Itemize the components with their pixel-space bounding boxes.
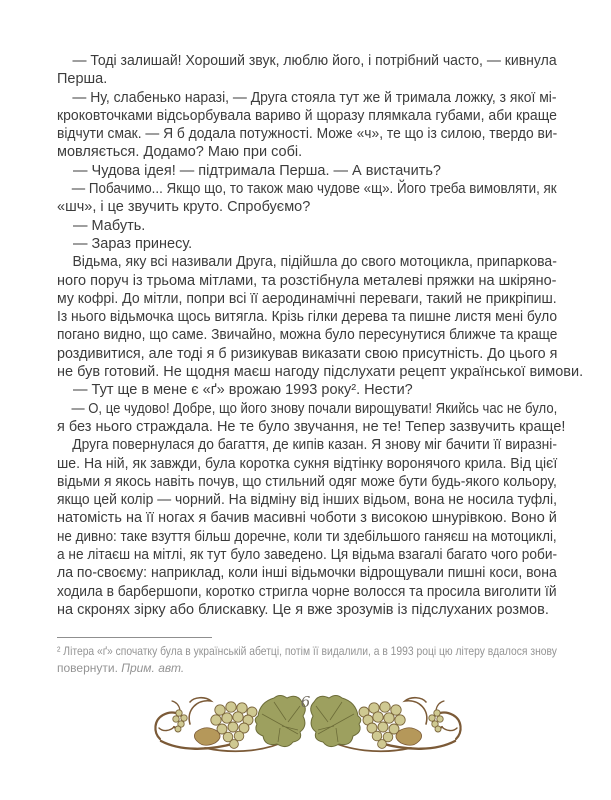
text-line: Друга повернулася до багаття, де кипів казан. Я знову міг бачити її виразні- (72, 437, 557, 454)
text-line: Відьма, яку всі називали Друга, підійшла до свого мотоцикла, припаркова- (72, 254, 557, 271)
text-line: — Мабуть. (73, 217, 146, 234)
text-line: відчути смак. — Я б додала потужності. Може «ч», те що із силою, твердо ви- (57, 126, 558, 143)
text-line: «шч», і це звучить круто. Спробуємо? (57, 199, 311, 216)
page-number: 6 (300, 693, 311, 711)
text-line: а не літаєш на мітлі, як тут було заведено. Ця відьма взагалі багато чого роби- (57, 547, 558, 564)
text-line: на скронях зірку або блискавку. Це я вже зрозумів із підслуханих розмов. (57, 601, 549, 618)
text-line: відьми я якось навіть почув, що стильний одяг може бути будь-якого кольору, (57, 473, 557, 490)
text-line: мовляється. Додамо? Маю при собі. (57, 144, 303, 161)
text-line: я без нього страждала. Не те було звучання, не те! Тепер зазвучить краще! (57, 418, 566, 435)
text-line: — Ну, слабенько наразі, — Друга стояла тут же й тримала ложку, з якої мі- (72, 89, 557, 106)
footnote (57, 637, 557, 676)
footnote-line (57, 660, 557, 677)
text-line: не був готовий. Не щодня маєш нагоду підслухати рецепт української вимови. (57, 364, 584, 381)
text-line: ше. На ній, як завжди, була коротка сукня відтінку воронячого крила. Від цієї (57, 455, 558, 472)
footnote-text: повернути. (57, 660, 122, 675)
text-line: погано видно, що саме. Звичайно, можна було пересунутися ближче та краще (57, 327, 558, 344)
footnote-line: ² Літера «ґ» спочатку була в українській абетці, потім її видалили, а в 1993 році цю літеру вдалося знову (57, 644, 557, 658)
text-line: — О, це чудово! Добре, що його знову почали вирощувати! Якийсь час не було, (71, 400, 558, 417)
footnote-author-note: Прим. авт. (121, 660, 185, 675)
text-line: — Тут ще в мене є «ґ» врожаю 1993 року². Нести? (73, 382, 413, 399)
body-text (57, 52, 584, 619)
text-line: — Побачимо... Якщо що, то також маю чудове «щ». Його треба вимовляти, як (71, 181, 557, 198)
text-line: ного поруч із трьома мітлами, та розстібнула металеві пряжки на шкіряно- (57, 272, 557, 289)
text-line: роздивитися, але тоді я б ризикував виказати свою присутність. До цього я (57, 345, 558, 362)
text-line: Із нього відьмочка щось витягла. Крізь гілки дерева та пишне листя мені було (57, 309, 558, 326)
footnote-divider (57, 637, 212, 638)
text-line: — Тоді залишай! Хороший звук, люблю його, і потрібний часто, — кивнула (72, 53, 557, 69)
text-line: ходила в барбершопи, коротко стригла чорне волосся та просила виголити їй (57, 583, 557, 600)
text-line: ла по-своєму: наприклад, коли інші відьмочки відрощували пишні коси, вона (57, 565, 557, 582)
text-line: — Зараз принесу. (73, 235, 193, 252)
text-line: — Чудова ідея! — підтримала Перша. — А вистачить? (73, 162, 441, 179)
text-line: кроковточками відсьорбувала вариво й щоразу плямкала губами, аби краще (57, 107, 557, 124)
text-line: му кофрі. До мітли, попри всі її аеродинамічні переваги, такий не прикріпиш. (57, 290, 557, 307)
text-line: якщо цей колір — чорний. На відміну від інших відьом, вона не носила туфлі, (57, 492, 558, 509)
text-line: натомість на її ногах я бачив масивні чоботи з високою шнурівкою. Воно й (57, 510, 557, 527)
text-line: не дивно: таке взуття більш доречне, коли ти здебільшого ганяєш на мотоциклі, (57, 528, 557, 545)
text-line: Перша. (57, 71, 108, 88)
